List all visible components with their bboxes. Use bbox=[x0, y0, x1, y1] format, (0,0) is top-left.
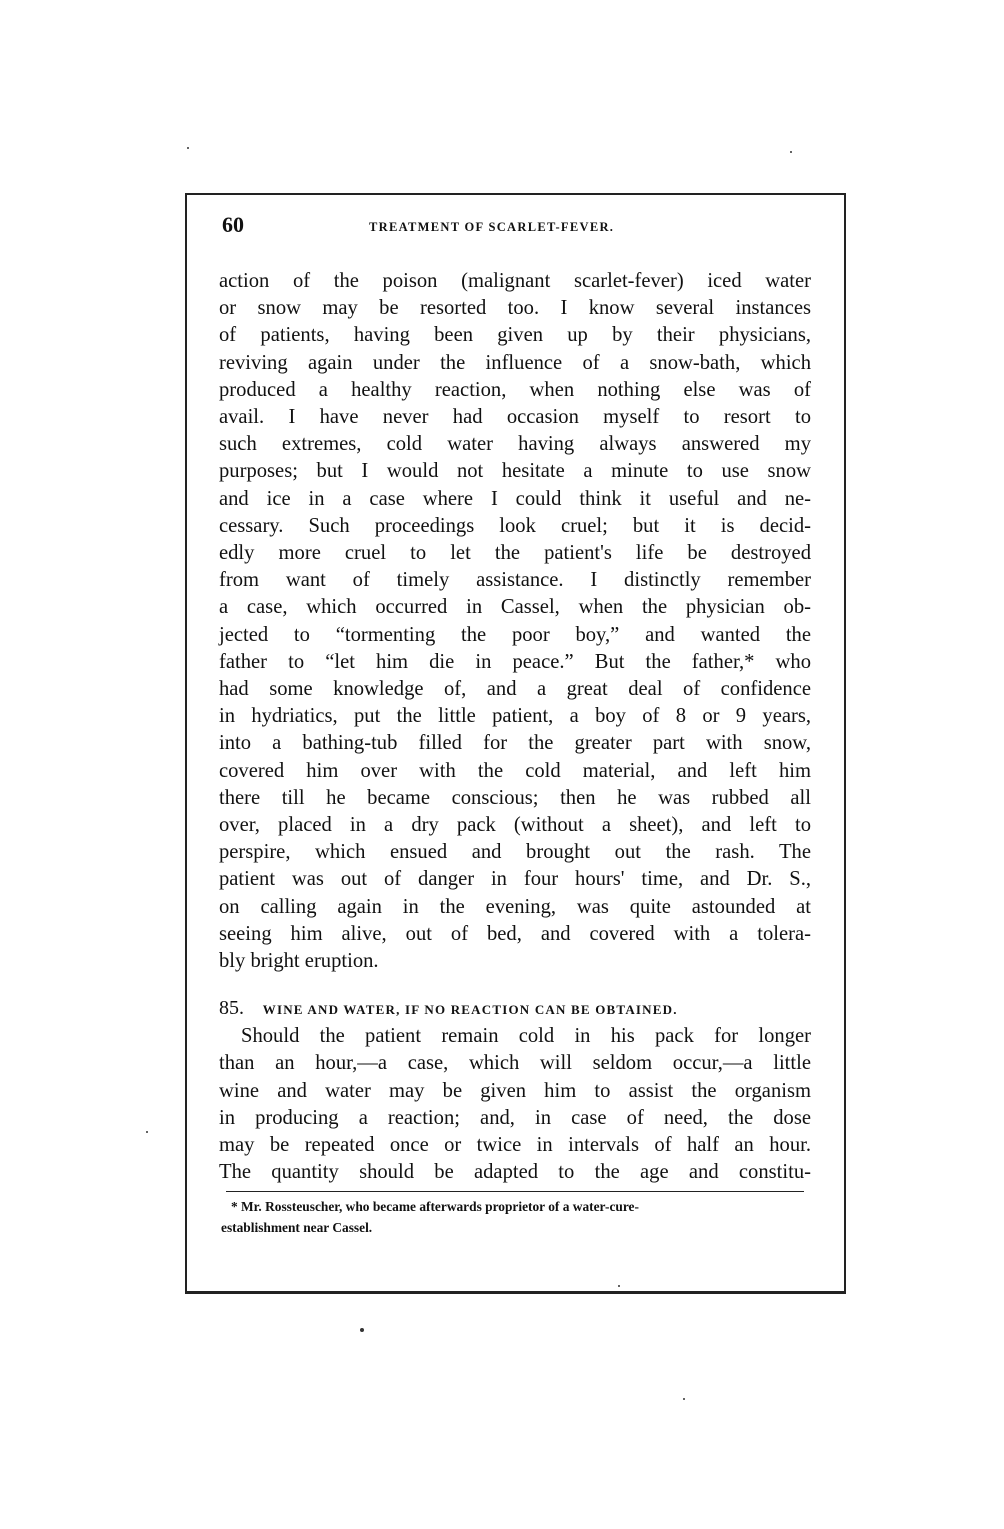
text-line: The quantity should be adapted to the age and constitu- bbox=[219, 1161, 811, 1184]
section-number: 85. bbox=[219, 997, 244, 1020]
text-line: seeing him alive, out of bed, and covered with a tolera- bbox=[219, 922, 811, 945]
text-line: produced a healthy reaction, when nothing else was of bbox=[219, 378, 811, 401]
text-line: into a bathing-tub filled for the greater part with snow, bbox=[219, 732, 811, 755]
text-line: had some knowledge of, and a great deal of confidence bbox=[219, 678, 811, 701]
text-line: than an hour,—a case, which will seldom occur,—a little bbox=[219, 1052, 811, 1075]
text-line: father to “let him die in peace.” But the father,* who bbox=[219, 650, 811, 673]
text-line: wine and water may be given him to assist the organism bbox=[219, 1079, 811, 1102]
footnote-line: * Mr. Rossteuscher, who became afterwards proprietor of a water-cure- bbox=[231, 1198, 639, 1214]
text-line: bly bright eruption. bbox=[219, 950, 379, 973]
section-title: WINE AND WATER, IF NO REACTION CAN BE OBTAINED. bbox=[262, 1002, 678, 1018]
text-line: patient was out of danger in four hours' time, and Dr. S., bbox=[219, 868, 811, 891]
text-line: or snow may be resorted too. I know several instances bbox=[219, 297, 811, 320]
text-line: edly more cruel to let the patient's life be destroyed bbox=[219, 542, 811, 565]
footnote bbox=[219, 1196, 811, 1238]
scan-speck bbox=[790, 151, 792, 153]
text-line: purposes; but I would not hesitate a minute to use snow bbox=[219, 460, 811, 483]
section-body bbox=[219, 1023, 811, 1186]
text-line: perspire, which ensued and brought out the rash. The bbox=[219, 841, 811, 864]
text-line: avail. I have never had occasion myself to resort to bbox=[219, 406, 811, 429]
text-line: from want of timely assistance. I distinctly remember bbox=[219, 569, 811, 592]
text-line: in hydriatics, put the little patient, a boy of 8 or 9 years, bbox=[219, 705, 811, 728]
running-head: TREATMENT OF SCARLET-FEVER. bbox=[369, 220, 615, 234]
footnote-rule bbox=[226, 1191, 804, 1192]
scan-speck bbox=[360, 1328, 364, 1332]
text-line: there till he became conscious; then he was rubbed all bbox=[219, 786, 811, 809]
text-line: on calling again in the evening, was quite astounded at bbox=[219, 895, 811, 918]
text-line: reviving again under the influence of a snow-bath, which bbox=[219, 351, 811, 374]
book-page bbox=[219, 212, 811, 1238]
scan-speck bbox=[146, 1131, 148, 1133]
text-line: cessary. Such proceedings look cruel; but it is decid- bbox=[219, 514, 811, 537]
text-line: may be repeated once or twice in intervals of half an hour. bbox=[219, 1134, 811, 1157]
text-line: and ice in a case where I could think it useful and ne- bbox=[219, 487, 811, 510]
scan-speck bbox=[618, 1285, 620, 1287]
text-line: Should the patient remain cold in his pack for longer bbox=[241, 1025, 811, 1048]
page-number: 60 bbox=[222, 212, 244, 237]
text-line: action of the poison (malignant scarlet-fever) iced water bbox=[219, 270, 811, 292]
scan-speck bbox=[187, 147, 189, 149]
scan-speck bbox=[683, 1398, 685, 1400]
text-line: over, placed in a dry pack (without a sheet), and left to bbox=[219, 814, 811, 837]
page-header bbox=[219, 212, 811, 242]
text-line: of patients, having been given up by their physicians, bbox=[219, 324, 811, 347]
body-text bbox=[219, 268, 811, 975]
text-line: such extremes, cold water having always answered my bbox=[219, 433, 811, 456]
text-line: in producing a reaction; and, in case of need, the dose bbox=[219, 1106, 811, 1129]
text-line: covered him over with the cold material, and left him bbox=[219, 759, 811, 782]
section-heading bbox=[219, 995, 811, 1023]
text-line: a case, which occurred in Cassel, when the physician ob- bbox=[219, 596, 811, 619]
footnote-line: establishment near Cassel. bbox=[221, 1219, 373, 1235]
text-line: jected to “tormenting the poor boy,” and wanted the bbox=[219, 623, 811, 646]
